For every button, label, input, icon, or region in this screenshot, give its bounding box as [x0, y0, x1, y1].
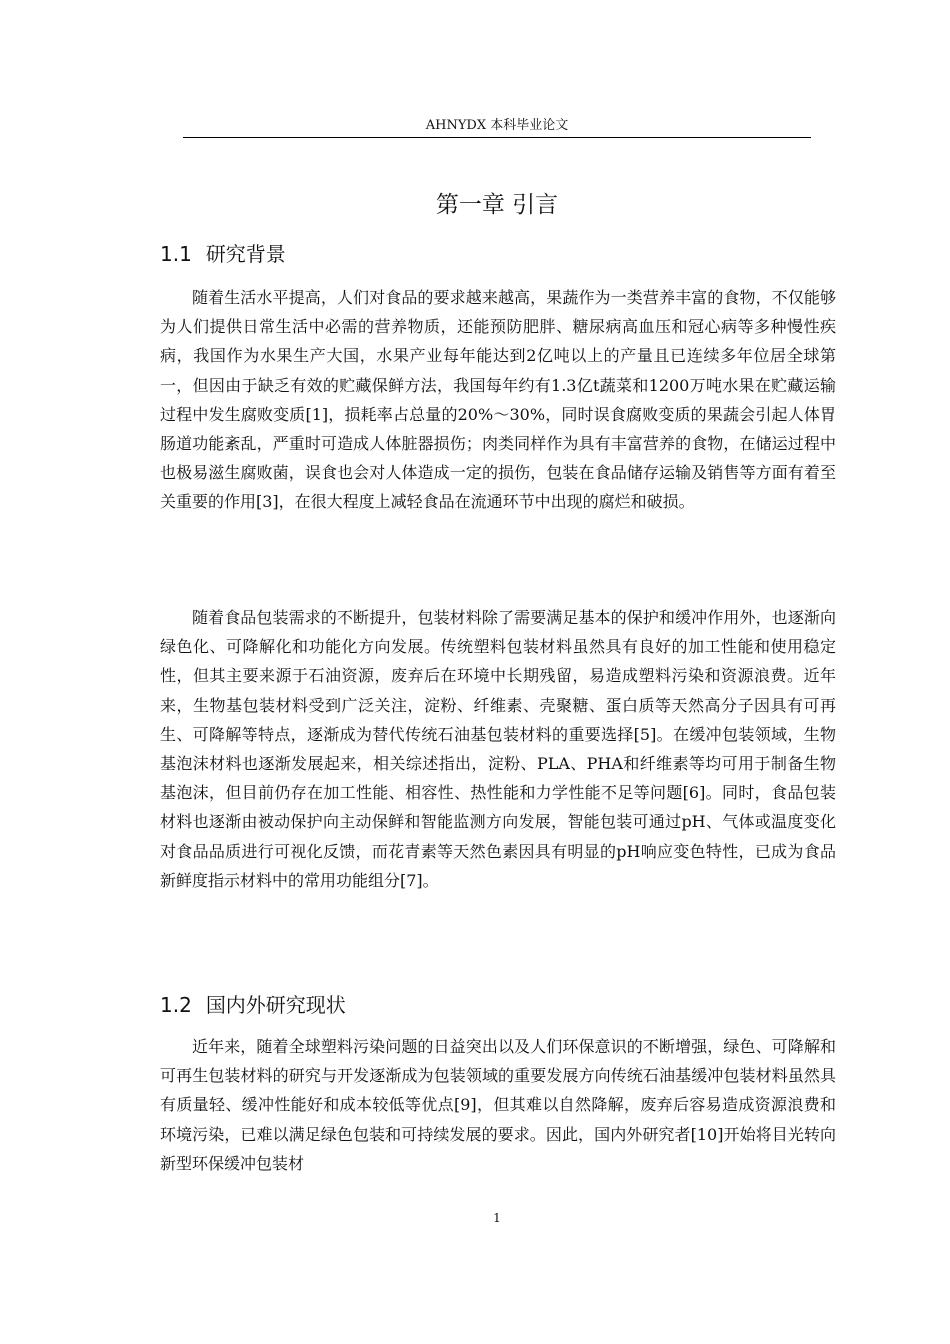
section-heading-1-2 [160, 990, 346, 1020]
section-heading-1-1 [160, 239, 286, 269]
section-number: 1.1 [160, 242, 192, 266]
section-title-text: 国内外研究现状 [205, 993, 346, 1017]
body-paragraph: 随着食品包装需求的不断提升，包装材料除了需要满足基本的保护和缓冲作用外，也逐渐向绿色化、可降解化和功能化方向发展。传统塑料包装材料虽然具有良好的加工性能和使用稳定性，但其主要来源于石油资源，废弃后在环境中长期残留，易造成塑料污染和资源浪费。近年来，生物基包装材料受到广泛关注，淀粉、纤维素、壳聚糖、蛋白质等天然高分子因具有可再生、可降解等特点，逐渐成为替代传统石油基包装材料的重要选择[5]。在缓冲包装领域，生物基泡沫材料也逐渐发展起来，相关综述指出，淀粉、PLA、PHA和纤维素等均可用于制备生物基泡沫，但目前仍存在加工性能、相容性、热性能和力学性能不足等问题[6]。同时，食品包装材料也逐渐由被动保护向主动保鲜和智能监测方向发展，智能包装可通过pH、气体或温度变化对食品品质进行可视化反馈，而花青素等天然色素因具有明显的pH响应变色特性，已成为食品新鲜度指示材料中的常用功能组分[7]。 [160, 608, 836, 890]
body-paragraph: 近年来，随着全球塑料污染问题的日益突出以及人们环保意识的不断增强，绿色、可降解和可再生包装材料的研究与开发逐渐成为包装领域的重要发展方向传统石油基缓冲包装材料虽然具有质量轻、缓冲性能好和成本较低等优点[9]，但其难以自然降解，废弃后容易造成资源浪费和环境污染，已难以满足绿色包装和可持续发展的要求。因此，国内外研究者[10]开始将目光转向新型环保缓冲包装材 [160, 1037, 836, 1173]
running-header: AHNYDX 本科毕业论文 [425, 118, 569, 133]
body-paragraph: 随着生活水平提高，人们对食品的要求越来越高，果蔬作为一类营养丰富的食物，不仅能够为人们提供日常生活中必需的营养物质，还能预防肥胖、糖尿病高血压和冠心病等多种慢性疾病，我国作为水果生产大国，水果产业每年能达到2亿吨以上的产量且已连续多年位居全球第一，但因由于缺乏有效的贮藏保鲜方法，我国每年约有1.3亿t蔬菜和1200万吨水果在贮藏运输过程中发生腐败变质[1]，损耗率占总量的20%～30%，同时误食腐败变质的果蔬会引起人体胃肠道功能紊乱，严重时可造成人体脏器损伤；肉类同样作为具有丰富营养的食物，在储运过程中也极易滋生腐败菌，误食也会对人体造成一定的损伤，包装在食品储存运输及销售等方面有着至关重要的作用[3]，在很大程度上减轻食品在流通环节中出现的腐烂和破损。 [160, 288, 836, 512]
section-number: 1.2 [160, 993, 192, 1017]
section-title-text: 研究背景 [205, 242, 286, 266]
header-rule [183, 137, 811, 138]
page-number: 1 [493, 1211, 501, 1225]
chapter-title: 第一章 引言 [435, 192, 559, 218]
